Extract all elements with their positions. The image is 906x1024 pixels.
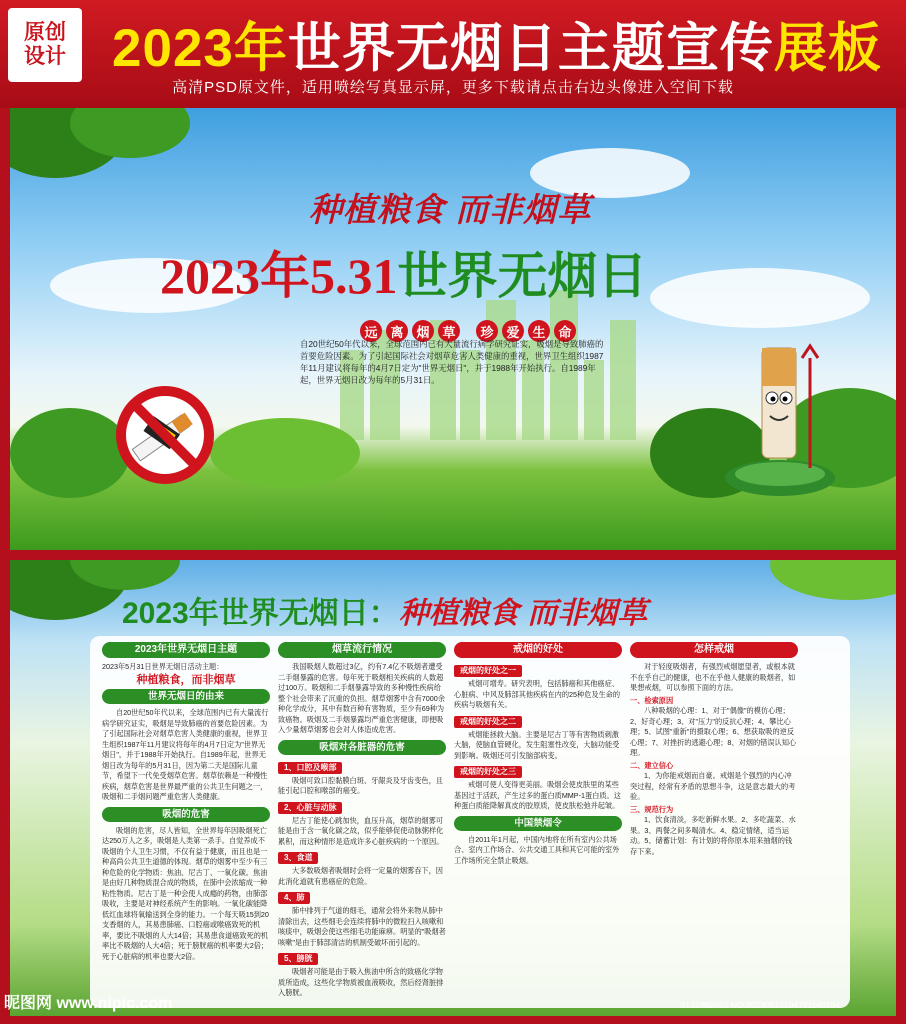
- header: [0, 0, 906, 108]
- theme-text: 种植粮食，而非烟草: [136, 673, 236, 686]
- main-title-end: 展板: [773, 19, 882, 78]
- organ-text: 吸烟者可能是由于吸入焦油中所含的致癌化学物质所造成，这些化学物质被血液吸收，然后经肾脏排入膀胱。: [278, 967, 444, 997]
- cigarette-devil-mascot-icon: [720, 328, 840, 498]
- section-text: 八种吸烟的心理：1、对于"偶像"的模仿心理；2、好奇心理；3、对"压力"的反抗心理；4、攀比心理；5、试图"重新"的摄取心理；6、想获取吸的逆反心理；7、对挫折的逃避心理；8、对烟的错误认知心理。: [630, 706, 797, 757]
- no-smoking-icon: [110, 380, 220, 490]
- benefit-text: 戒烟能拯救大脑。主要是尼古丁等有害物质刺激大脑，使脑血管硬化，发生阻塞性改变，大脑功能受到影响。吸烟还可引发脑部病变。: [454, 729, 620, 760]
- main-title-text: 世界无烟日主题宣传: [287, 19, 774, 78]
- organ-text: 尼古丁能使心跳加快，血压升高，烟草的烟雾可能是由于含一氧化碳之故，似乎能够促使动脉粥样化累积，而这种情形是造成许多心脏疾病的一个原因。: [278, 815, 444, 846]
- benefit-text: 戒烟可使人变得更美丽。吸烟会使皮肤里的某些基因过于活跃，产生过多的蛋白质MMP-1蛋白质。这种蛋白质能降解真皮的胶原质，使皮肤松弛并起皱。: [454, 780, 621, 810]
- column-header: 烟草流行情况: [278, 642, 446, 658]
- nipic-logo: 昵图网 www.nipic.com: [4, 995, 173, 1012]
- organ-text: 大多数吸烟者吸烟时会将一定量的烟雾吞下，因此消化道就有患癌症的危险。: [278, 866, 443, 886]
- top-banner: [10, 108, 896, 550]
- column-header: 戒烟的好处: [454, 642, 622, 658]
- slogan-pill: 草: [438, 320, 460, 342]
- step-heading: 二、建立信心: [630, 760, 674, 770]
- organ-tag: 2、心脏与动脉: [278, 802, 342, 814]
- column-header: 怎样戒烟: [630, 642, 798, 658]
- organ-tag: 1、口腔及喉部: [278, 762, 342, 774]
- section-text: 我国吸烟人数超过3亿，约有7.4亿不吸烟者遭受二手烟暴露的危害。每年死于吸烟相关疾病的人数超过100万。吸烟和二手烟暴露导致的多种慢性疾病给整个社会带来了沉重的负担。烟草烟雾中含有7000余种化学成分，其中有数百种有害物质，至少有69种为致癌物。吸烟及二手烟暴露均严重危害健康，即便吸入少量烟草烟雾也会对人体造成危害。: [278, 662, 445, 734]
- column-tobacco: [278, 642, 446, 1002]
- building: [610, 320, 636, 440]
- section-text: 吸烟的危害，尽人皆知，全世界每年因吸烟死亡达250万人之多，吸烟是人类第一杀手。自觉养成不吸烟的个人卫生习惯，不仅有益于健康，而且也是一种高尚公共卫生道德的体现。烟草的烟雾中至少有三种危险的化学物质：焦油、尼古丁、一氧化碳。焦油是由好几种物质混合成的物质，在肺中会浓缩成一种粘性物质。尼古丁是一种会使人成瘾的药物，由肺部吸收，主要是对神经系统产生的影响。一氧化碳能降低红血球将氧输送到全身的能力。一个每天吸15到20支香烟的人，其易患肺癌、口腔癌或喉癌致死的机率，要比不吸烟的人大14倍；其易患食道癌致死的机率比不吸烟的人大4倍；死于膀胱癌的机率要大2倍；死于心脏病的机率也要大2倍。: [102, 825, 269, 961]
- step-heading: 一、检索原因: [630, 695, 674, 705]
- slogan-pill: 爱: [502, 320, 524, 342]
- section-header: 吸烟的危害: [102, 807, 270, 822]
- banner-intro-text: 自20世纪50年代以来，全球范围内已有大量流行病学研究证实，吸烟是导致肺癌的首要危险因素。为了引起国际社会对烟草危害人类健康的重视，世界卫生组织1987年11月建议将每年的4月7日定为"世界无烟日"，并于1988年开始执行。自1989年起，世界无烟日改为每年的5月31日。: [300, 339, 604, 385]
- banner-title-text: 世界无烟日: [397, 248, 648, 304]
- section-text: 1、饮食清淡，多吃新鲜水果。2、多吃蔬菜、水果。3、两餐之间多喝清水。4、稳定情绪，适当运动。5、储蓄计划：有计划的将你原本用来抽烟的钱存下来。: [630, 815, 796, 856]
- section-text: 自2011年1月起，中国内地将在所有室内公共场合、室内工作场合、公共交通工具和其它可能的室外工作场所完全禁止吸烟。: [454, 834, 620, 865]
- section-header: 吸烟对各脏器的危害: [278, 740, 446, 755]
- section-header: 世界无烟日的由来: [102, 689, 270, 704]
- organ-text: 肺中排列于气道的细毛，通常会将外来物从肺中清除出去，这些细毛会连续将肺中的微粒扫入咳嗽和咳痰中，吸烟会使这些细毛功能麻痹。明显的"吸烟者咳嗽"是由于肺部清洁的机制受破坏而引起的。: [278, 906, 446, 947]
- step-heading: 三、规范行为: [630, 804, 674, 814]
- section-text: 对于轻度吸烟者，有强烈戒烟愿望者，或根本就不在乎自己的健康，也不在乎他人健康的吸烟者，如果想戒烟，可以参照下面的方法。: [630, 662, 796, 692]
- column-benefits: [454, 642, 622, 1002]
- organ-tag: 5、膀胱: [278, 953, 318, 965]
- theme-intro: 2023年5月31日世界无烟日活动主题：: [102, 662, 224, 671]
- section-text: 自20世纪50年代以来，全球范围内已有大量流行病学研究证实，吸烟是导致肺癌的首要危险因素。为了引起国际社会对烟草危害人类健康的重视，世界卫生组织1987年11月建议将每年的4月7日定为"世界无烟日"，并于1988年开始执行。自1989年起，世界无烟日改为每年的5月31日，因为第二天是国际儿童节，希望下一代免受烟草危害。烟草依赖是一种慢性疾病，烟草危害是世界最严重的公共卫生问题之一，吸烟和二手烟问题严重危害人类健康。: [102, 708, 269, 801]
- section-header: 中国禁烟令: [454, 816, 622, 831]
- banner-title: [160, 236, 780, 308]
- main-title: [112, 6, 902, 82]
- badge-line-2: 设计: [24, 45, 66, 68]
- slogan-pill: 生: [528, 320, 550, 342]
- original-design-badge: [8, 8, 82, 82]
- slogan-pill: 离: [386, 320, 408, 342]
- board-title: [122, 588, 822, 632]
- organ-tag: 4、肺: [278, 892, 310, 904]
- slogan-pill: 珍: [476, 320, 498, 342]
- banner-title-date: 2023年5.31: [160, 248, 398, 304]
- board-title-left: 2023年世界无烟日：: [122, 597, 399, 630]
- column-theme: [102, 642, 270, 1002]
- tree: [210, 418, 360, 488]
- image-id-text: ID:22882802 NO:20230513104721140104: [680, 1000, 841, 1010]
- badge-text: [20, 21, 70, 69]
- slogan-pill: 远: [360, 320, 382, 342]
- sub-title: 高清PSD原文件，适用喷绘写真显示屏，更多下载请点击右边头像进入空间下载: [172, 79, 734, 96]
- benefit-tag: 戒烟的好处之一: [454, 665, 522, 677]
- benefit-tag: 戒烟的好处之三: [454, 766, 522, 778]
- organ-text: 吸烟可致口腔黏膜白斑、牙龈炎及牙齿变色，且能引起口腔和喉部的癌变。: [278, 775, 443, 795]
- slogan-pill: 烟: [412, 320, 434, 342]
- banner-slogan: 种植粮食 而非烟草: [308, 191, 592, 228]
- section-text: 1、为你能戒烟而自豪。戒烟是个强烈的内心冲突过程，经常有矛盾的思想斗争，这是意志最大的考验。: [630, 771, 796, 801]
- benefit-tag: 戒烟的好处之二: [454, 716, 522, 728]
- column-header: 2023年世界无烟日主题: [102, 642, 270, 658]
- board-title-right: 种植粮食 而非烟草: [398, 597, 648, 630]
- organ-tag: 3、食道: [278, 852, 318, 864]
- slogan-pill: 命: [554, 320, 576, 342]
- main-title-year: 2023年: [112, 19, 288, 78]
- benefit-text: 戒烟可增寿。研究表明，包括肺癌和其他癌症、心脏病、中风及肺部其他疾病在内的25种危及生命的疾病与吸烟有关。: [454, 679, 621, 709]
- badge-line-1: 原创: [24, 21, 66, 44]
- column-quit: [630, 642, 798, 1002]
- info-board: [10, 560, 896, 1016]
